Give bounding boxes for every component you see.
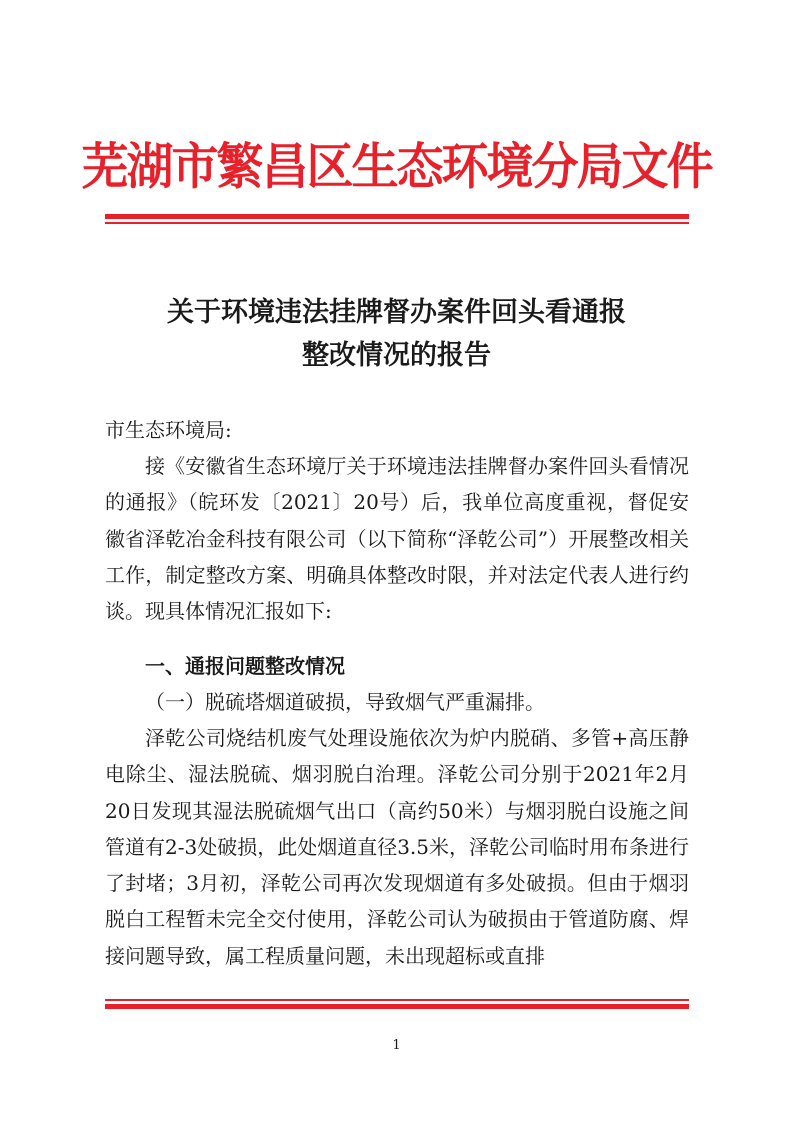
document-title-line-2: 整改情况的报告: [302, 340, 491, 371]
document-title-line-1: 关于环境违法挂牌督办案件回头看通报: [167, 297, 626, 328]
section-heading: 一、通报问题整改情况: [145, 654, 345, 678]
subsection-heading: （一）脱硫塔烟道破损，导致烟气严重漏排。: [145, 690, 545, 714]
header-red-rule-thick: [105, 214, 689, 219]
footer-red-rule-thin: [105, 999, 689, 1001]
body-paragraph-details: 泽乾公司烧结机废气处理设施依次为炉内脱硝、多管+高压静电除尘、湿法脱硫、烟羽脱白治理。泽乾公司分别于2021年2月20日发现其湿法脱硫烟气出口（高约50米）与烟羽脱白设施之间管道有2-3处破损，此处烟道直径3.5米，泽乾公司临时用布条进行了封堵；3月初，泽乾公司再次发现烟道有多处破损。但由于烟羽脱白工程暂未完全交付使用，泽乾公司认为破损由于管道防腐、焊接问题导致，属工程质量问题，未出现超标或直排: [105, 726, 690, 968]
footer-red-rule-thick: [105, 1004, 689, 1009]
header-red-rule-thin: [105, 222, 689, 224]
agency-header-title: 芜湖市繁昌区生态环境分局文件: [81, 138, 712, 197]
body-paragraph-intro: 接《安徽省生态环境厅关于环境违法挂牌督办案件回头看情况的通报》（皖环发〔2021〕20号）后，我单位高度重视，督促安徽省泽乾冶金科技有限公司（以下简称“泽乾公司”）开展整改相关工作，制定整改方案、明确具体整改时限，并对法定代表人进行约谈。现具体情况汇报如下:: [105, 454, 689, 624]
salutation: 市生态环境局:: [105, 418, 232, 442]
page-number: 1: [392, 1038, 401, 1053]
